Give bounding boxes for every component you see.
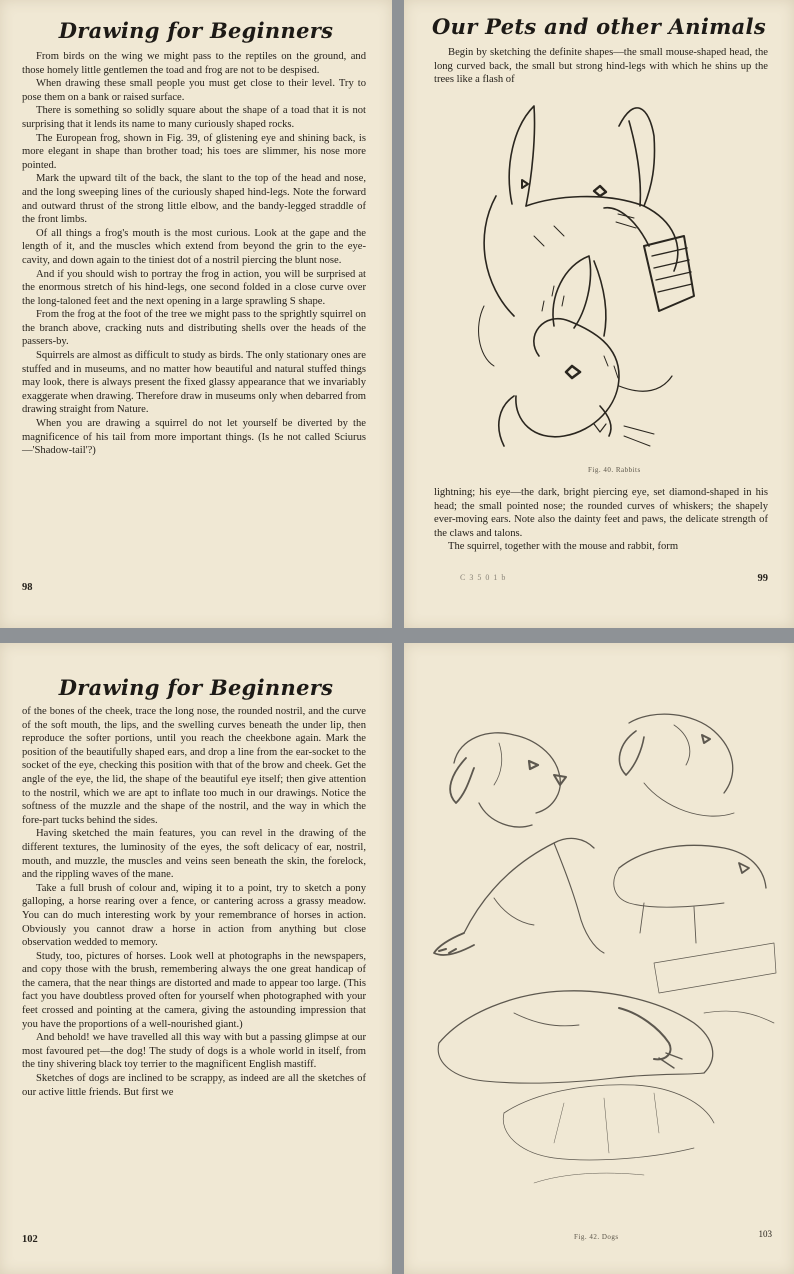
dogs-sketch	[404, 713, 794, 1233]
body-text	[22, 50, 366, 458]
page-number: 98	[22, 582, 33, 593]
paragraph: of the bones of the cheek, trace the long nose, the rounded nostril, and the curve of the soft mouth, the lips, and the swelling curves beneath the under lip, then reproduce the softer portions, until you reach the cheekbone again. Mark the position of the beautifully shaped ears, and drop a line from the ear-socket to the socket of the eye, checking this position with that of the brow and cheek. Get the angle of the eye, the lid, the shape of the beautiful eye itself; then give attention to the nostril, which we are apt to inflate too much in our drawings. Notice the softness of the muzzle and the shape of the nostril, and the way in which the fore-part tucks behind the sides.	[22, 706, 366, 826]
page-103	[404, 643, 794, 1274]
rabbits-sketch	[404, 96, 794, 476]
paragraph: And behold! we have travelled all this way with but a passing glimpse at our most favoured pet—the dog! The study of dogs is a whole world in itself, from the tiny shivering black toy terrier to the magnificent English mastiff.	[22, 1032, 366, 1071]
page-number: 99	[757, 573, 768, 584]
page-number: 103	[758, 1229, 772, 1239]
paragraph: From birds on the wing we might pass to the reptiles on the ground, and those homely little gentlemen the toad and frog are not to be despised.	[22, 51, 366, 76]
paragraph: When drawing these small people you must get close to their level. Try to pose them on a bank or raised surface.	[22, 78, 366, 103]
page-title: Our Pets and other Animals	[432, 14, 766, 39]
body-text	[22, 705, 366, 1099]
paragraph: Begin by sketching the definite shapes—the small mouse-shaped head, the long curved back, the small but strong hind-legs with which he shins up the trees like a flash of	[434, 47, 768, 86]
figure-caption: Fig. 42. Dogs	[574, 1233, 619, 1241]
paragraph: Study, too, pictures of horses. Look well at photographs in the newspapers, and copy those with the brush, remembering always the one great handicap of the camera, that the near things are distorted and made to appear too large. (This fact you have doubtless proved often for yourself when photographed with your feet crossed and pointing at the camera, giving the astounding impression that you have the proportions of a well-nourished giant.)	[22, 950, 366, 1030]
page-99	[404, 0, 794, 628]
paragraph: The squirrel, together with the mouse and rabbit, form	[448, 541, 679, 553]
paragraph: When you are drawing a squirrel do not let yourself be diverted by the magnificence of his tail from more important things. (Is he not called Sciurus—'Shadow-tail'?)	[22, 418, 366, 457]
paragraph: lightning; his eye—the dark, bright piercing eye, set diamond-shaped in his head; the small pointed nose; the rounded curves of whiskers; the shapely ever-moving ears. Note also the dainty feet and paws, the delicate strength of the claws and talons.	[434, 487, 768, 539]
paragraph: There is something so solidly square about the shape of a toad that it is not surprising that it lends its name to many curiously shaped rocks.	[22, 105, 366, 130]
page-title: Drawing for Beginners	[58, 675, 334, 700]
intro-text	[434, 46, 768, 87]
paragraph: Mark the upward tilt of the back, the slant to the top of the head and nose, and the long sweeping lines of the curiously shaped hind-legs. Note the forward and outward thrust of the strong little elbow, and the bandy-legged straddle of the front limbs.	[22, 173, 366, 226]
paragraph: Having sketched the main features, you can revel in the drawing of the different textures, the luminosity of the eyes, the soft delicacy of ear, nostril, mouth, and muzzle, the muscles and veins seen beneath the skin, the forelock, and the rippling waves of the mane.	[22, 828, 366, 881]
paragraph: Squirrels are almost as difficult to study as birds. The only stationary ones are stuffed and in museums, and no matter how beautiful and natural stuffed things may look, there is always present the fixed glassy appearance that we invariably exaggerate when drawing. Therefore draw in museums only when debarred from drawing straight from Nature.	[22, 350, 366, 416]
body-text	[434, 486, 768, 554]
page-title: Drawing for Beginners	[58, 18, 334, 43]
page-number: 102	[22, 1234, 38, 1245]
page-102	[0, 643, 392, 1274]
paragraph: And if you should wish to portray the frog in action, you will be surprised at the enormous stretch of his hind-legs, one second folded in a close curve over the long-taloned feet and the next opening in a large sprawling S shape.	[22, 268, 366, 307]
paragraph: The European frog, shown in Fig. 39, of glistening eye and shining back, is more elegant in shape than brother toad; his toes are slimmer, his nose more pointed.	[22, 132, 366, 171]
paragraph: Take a full brush of colour and, wiping it to a point, try to sketch a pony galloping, a horse rearing over a fence, or cantering across a grassy meadow. You can do much interesting work by your remembrance of horses in action. Obviously you cannot draw a horse in action from anything but close observation wedded to memory.	[22, 882, 366, 949]
paragraph: Sketches of dogs are inclined to be scrappy, as indeed are all the sketches of our active little friends. But first we	[22, 1073, 366, 1098]
figure-caption: Fig. 40. Rabbits	[588, 466, 641, 474]
paragraph: From the frog at the foot of the tree we might pass to the sprightly squirrel on the branch above, cracking nuts and distributing shells over the heads of the passers-by.	[22, 309, 366, 348]
paragraph: Of all things a frog's mouth is the most curious. Look at the gape and the length of it, and the muscles which extend from beyond the grin to the eye-cavity, and down again to the tiniest dot of a nostril piercing the blunt nose.	[22, 227, 366, 266]
library-stamp: C 3 5 0 1 b	[460, 573, 507, 582]
page-98	[0, 0, 392, 628]
